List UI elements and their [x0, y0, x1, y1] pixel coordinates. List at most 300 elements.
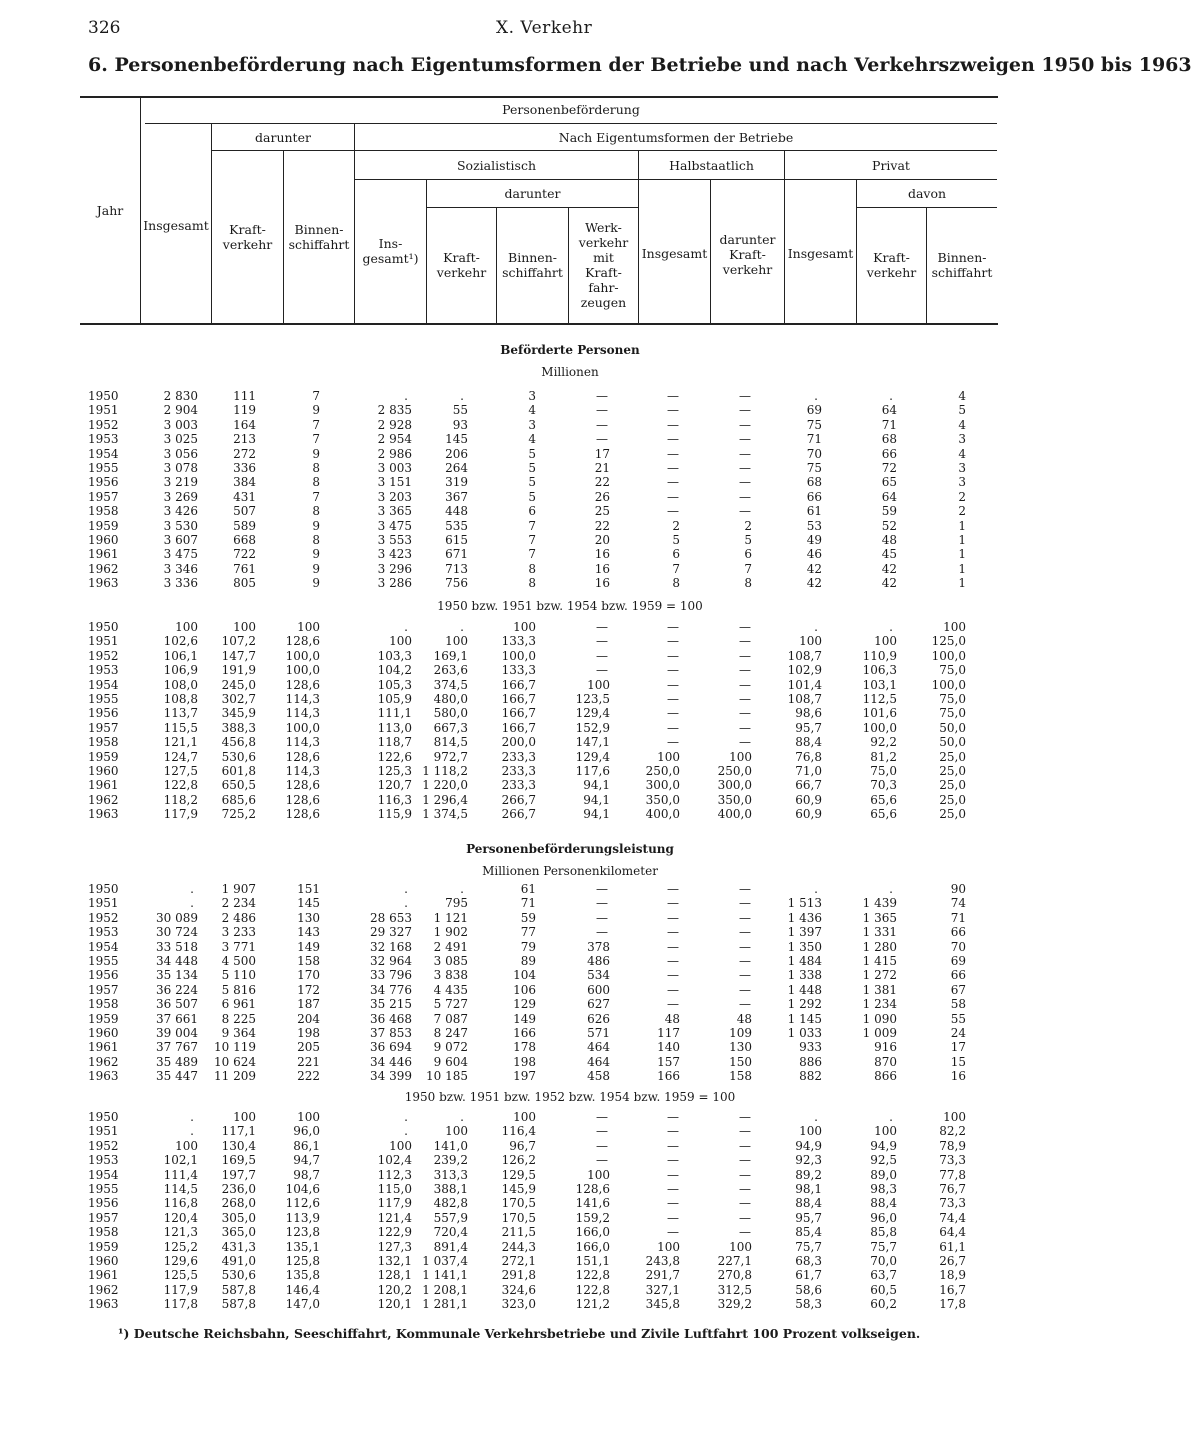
table-cell: 264	[445, 461, 468, 475]
table-cell: 98,1	[795, 1182, 822, 1196]
col-kraftverkehr: Kraft- verkehr	[222, 222, 273, 252]
table-cell: 4	[528, 403, 536, 418]
table-cell: 36 468	[370, 1011, 412, 1026]
table-cell: 327,1	[645, 1282, 680, 1297]
table-cell: 671	[445, 547, 468, 562]
year-label: 1962	[88, 792, 119, 807]
table-cell: —	[596, 634, 608, 649]
table-cell: 64,4	[939, 1225, 966, 1240]
table-cell: 16	[594, 561, 610, 576]
table-cell: 7	[744, 561, 752, 576]
table-cell: 69	[950, 954, 966, 968]
table-cell: —	[667, 1167, 679, 1182]
table-cell: 104	[513, 968, 536, 983]
table-cell: 115,9	[377, 807, 412, 822]
table-cell: 4	[528, 432, 536, 447]
table-cell: 2 234	[221, 896, 256, 911]
table-cell: —	[596, 896, 608, 911]
table-cell: 2 486	[221, 910, 256, 925]
table-cell: 90	[950, 882, 966, 896]
table-cell: 110,9	[862, 648, 897, 663]
table-cell: 722	[233, 547, 256, 562]
year-label: 1950	[88, 620, 119, 634]
table-cell: 114,3	[285, 735, 320, 750]
table-cell: 464	[587, 1040, 610, 1055]
table-cell: 59	[881, 504, 897, 519]
table-cell: 25,0	[939, 778, 966, 793]
table-cell: 42	[806, 576, 822, 591]
header-divider	[140, 96, 141, 325]
table-cell: 1 902	[433, 925, 468, 940]
table-cell: 5 727	[433, 997, 468, 1012]
table-cell: 866	[874, 1069, 897, 1084]
table-cell: 140	[657, 1040, 680, 1055]
table-cell: 3 151	[377, 475, 412, 490]
table-cell: .	[190, 1110, 194, 1124]
table-cell: —	[739, 417, 751, 432]
table-cell: 124,7	[163, 749, 198, 764]
table-cell: —	[667, 1210, 679, 1225]
table-cell: 1 331	[862, 925, 897, 940]
table-cell: 100,0	[931, 677, 966, 692]
table-cell: .	[404, 896, 408, 911]
table-cell: —	[667, 735, 679, 750]
table-cell: —	[667, 475, 679, 490]
table-cell: —	[596, 1124, 608, 1139]
table-cell: 121,1	[163, 735, 198, 750]
table-cell: 125,2	[163, 1239, 198, 1254]
year-label: 1959	[88, 749, 119, 764]
table-cell: 64	[881, 489, 897, 504]
table-cell: 65	[881, 475, 897, 490]
table-cell: 130	[729, 1040, 752, 1055]
table-cell: 61	[806, 504, 822, 519]
table-cell: 3 423	[377, 547, 412, 562]
table-cell: —	[667, 968, 679, 983]
table-cell: —	[596, 925, 608, 940]
table-cell: 886	[799, 1054, 822, 1069]
year-label: 1950	[88, 1110, 119, 1124]
table-cell: 33 796	[370, 968, 412, 983]
table-cell: 482,8	[433, 1196, 468, 1211]
table-cell: 8	[528, 561, 536, 576]
table-cell: 100	[587, 677, 610, 692]
table-cell: .	[889, 882, 893, 896]
table-cell: 75	[806, 417, 822, 432]
table-cell: 221	[297, 1054, 320, 1069]
table-cell: 74	[950, 896, 966, 911]
table-cell: 1 090	[862, 1011, 897, 1026]
table-cell: —	[739, 504, 751, 519]
table-cell: 345,8	[645, 1297, 680, 1312]
table-cell: —	[739, 706, 751, 721]
table-cell: 147,1	[575, 735, 610, 750]
table-cell: 106,9	[163, 663, 198, 678]
table-cell: 114,3	[285, 764, 320, 778]
table-cell: —	[739, 720, 751, 735]
table-cell: 66	[950, 925, 966, 940]
header-divider	[784, 150, 785, 325]
table-cell: 9	[312, 576, 320, 591]
table-cell: 117,9	[163, 1282, 198, 1297]
table-cell: —	[667, 1138, 679, 1153]
col-priv-kraftverkehr: Kraft- verkehr	[866, 250, 917, 280]
table-cell: 3	[528, 389, 536, 403]
table-cell: 48	[664, 1011, 680, 1026]
table-cell: 88,4	[870, 1196, 897, 1211]
table-cell: 129,5	[501, 1167, 536, 1182]
table-cell: 16	[950, 1069, 966, 1084]
table-cell: .	[460, 389, 464, 403]
year-label: 1952	[88, 1138, 119, 1153]
year-label: 1951	[88, 403, 119, 418]
table-cell: —	[667, 461, 679, 475]
table-cell: 128,1	[377, 1268, 412, 1283]
table-cell: 17	[594, 446, 610, 461]
table-cell: 1 220,0	[422, 778, 468, 793]
table-cell: 1 439	[862, 896, 897, 911]
table-cell: 100	[943, 620, 966, 634]
table-cell: 122,8	[163, 778, 198, 793]
table-cell: 233,3	[501, 749, 536, 764]
table-cell: 100	[297, 1110, 320, 1124]
table-cell: 4	[958, 389, 966, 403]
table-cell: 178	[513, 1040, 536, 1055]
table-cell: 4 500	[221, 954, 256, 968]
year-label: 1959	[88, 1239, 119, 1254]
year-label: 1960	[88, 1254, 119, 1268]
table-cell: 170,5	[501, 1210, 536, 1225]
table-cell: 7	[312, 417, 320, 432]
table-cell: 29 327	[370, 925, 412, 940]
table-cell: 122,6	[377, 749, 412, 764]
table-cell: 17,8	[939, 1297, 966, 1312]
table-cell: 1 350	[787, 939, 822, 954]
table-cell: 1 448	[787, 982, 822, 997]
table-cell: 8 225	[221, 1011, 256, 1026]
table-cell: 170,5	[501, 1196, 536, 1211]
table-cell: 111	[233, 389, 256, 403]
table-cell: 122,8	[575, 1268, 610, 1283]
table-cell: 36 694	[370, 1040, 412, 1055]
table-cell: 121,4	[377, 1210, 412, 1225]
table-cell: 3 296	[377, 561, 412, 576]
table-cell: 268,0	[221, 1196, 256, 1211]
table-cell: 106	[513, 982, 536, 997]
table-cell: 94,7	[293, 1153, 320, 1168]
table-cell: 68,3	[795, 1254, 822, 1268]
table-cell: 77,8	[939, 1167, 966, 1182]
table-cell: 5	[958, 403, 966, 418]
table-cell: 125,8	[285, 1254, 320, 1268]
table-cell: 100	[297, 620, 320, 634]
table-cell: —	[667, 648, 679, 663]
table-cell: —	[739, 910, 751, 925]
table-cell: 685,6	[221, 792, 256, 807]
col-insgesamt: Insgesamt	[143, 218, 209, 233]
table-cell: —	[596, 882, 608, 896]
table-cell: 2 830	[163, 389, 198, 403]
table-cell: 1 234	[862, 997, 897, 1012]
table-cell: 147,7	[221, 648, 256, 663]
table-cell: 77	[520, 925, 536, 940]
table-cell: 112,3	[377, 1167, 412, 1182]
table-cell: 92,5	[870, 1153, 897, 1168]
year-label: 1955	[88, 1182, 119, 1196]
table-cell: —	[667, 403, 679, 418]
header-rule	[355, 179, 997, 180]
table-cell: 16	[594, 576, 610, 591]
table-cell: 68	[806, 475, 822, 490]
year-label: 1952	[88, 417, 119, 432]
table-cell: 37 661	[156, 1011, 198, 1026]
table-cell: 431	[233, 489, 256, 504]
table-cell: 761	[233, 561, 256, 576]
head-davon: davon	[907, 186, 947, 201]
head-privat: Privat	[872, 158, 910, 173]
table-cell: 116,4	[501, 1124, 536, 1139]
table-cell: 49	[806, 533, 822, 547]
table-cell: 3 475	[377, 518, 412, 533]
table-cell: 3 003	[377, 461, 412, 475]
table-cell: 16	[594, 547, 610, 562]
table-cell: 916	[874, 1040, 897, 1055]
table-cell: 128,6	[285, 749, 320, 764]
table-cell: 2 954	[377, 432, 412, 447]
table-cell: 4 435	[433, 982, 468, 997]
table-cell: 109	[729, 1026, 752, 1040]
table-cell: 5 110	[221, 968, 256, 983]
table-cell: —	[739, 403, 751, 418]
table-cell: 100	[657, 749, 680, 764]
table-cell: 805	[233, 576, 256, 591]
table-cell: 53	[806, 518, 822, 533]
table-cell: 650,5	[221, 778, 256, 793]
table-cell: 69	[806, 403, 822, 418]
table-cell: 166,7	[501, 706, 536, 721]
table-cell: 933	[799, 1040, 822, 1055]
table-cell: 345,9	[221, 706, 256, 721]
table-cell: 1 397	[787, 925, 822, 940]
table-cell: 58,6	[795, 1282, 822, 1297]
table-cell: 100,0	[285, 720, 320, 735]
table-cell: 42	[881, 561, 897, 576]
table-cell: 266,7	[501, 807, 536, 822]
table-cell: 100	[513, 1110, 536, 1124]
table-cell: —	[739, 1210, 751, 1225]
year-label: 1954	[88, 677, 119, 692]
year-label: 1955	[88, 954, 119, 968]
table-cell: 7	[312, 489, 320, 504]
table-cell: 61,7	[795, 1268, 822, 1283]
year-label: 1953	[88, 1153, 119, 1168]
table-cell: 128,6	[285, 677, 320, 692]
table-cell: 166,0	[575, 1239, 610, 1254]
table-cell: —	[739, 997, 751, 1012]
table-cell: 35 447	[156, 1069, 198, 1084]
table-cell: 2 986	[377, 446, 412, 461]
table-cell: 115,0	[377, 1182, 412, 1196]
table-cell: .	[404, 620, 408, 634]
table-cell: 58	[950, 997, 966, 1012]
table-cell: —	[739, 925, 751, 940]
table-cell: —	[739, 939, 751, 954]
table-cell: 2	[744, 518, 752, 533]
table-cell: 116,3	[377, 792, 412, 807]
table-cell: —	[667, 997, 679, 1012]
table-cell: 197,7	[221, 1167, 256, 1182]
table-cell: 9 364	[221, 1026, 256, 1040]
table-cell: 121,3	[163, 1225, 198, 1240]
col-jahr: Jahr	[96, 203, 124, 218]
table-cell: 3 475	[163, 547, 198, 562]
table-cell: 116,8	[163, 1196, 198, 1211]
table-cell: 152,9	[575, 720, 610, 735]
table-cell: —	[739, 1167, 751, 1182]
table-cell: 89	[520, 954, 536, 968]
table-cell: 85,8	[870, 1225, 897, 1240]
table-cell: 46	[806, 547, 822, 562]
table-cell: 128,6	[285, 792, 320, 807]
table-cell: 571	[587, 1026, 610, 1040]
table-cell: 1 280	[862, 939, 897, 954]
table-cell: 58,3	[795, 1297, 822, 1312]
section-subtitle: Millionen Personenkilometer	[482, 864, 658, 878]
table-cell: 589	[233, 518, 256, 533]
table-cell: 32 964	[370, 954, 412, 968]
table-cell: 133,3	[501, 663, 536, 678]
table-cell: 100	[513, 620, 536, 634]
table-cell: 206	[445, 446, 468, 461]
table-cell: 22	[594, 475, 610, 490]
table-cell: —	[667, 925, 679, 940]
table-cell: —	[596, 1138, 608, 1153]
table-cell: 166,7	[501, 692, 536, 706]
table-cell: 141,0	[433, 1138, 468, 1153]
col-binnenschiffahrt: Binnen- schiffahrt	[288, 222, 350, 252]
section-title: Beförderte Personen	[500, 343, 640, 357]
table-cell: 300,0	[717, 778, 752, 793]
table-cell: —	[596, 910, 608, 925]
table-cell: 2	[958, 504, 966, 519]
table-cell: 66	[806, 489, 822, 504]
table-cell: 125,5	[163, 1268, 198, 1283]
table-cell: —	[739, 634, 751, 649]
table-cell: 52	[881, 518, 897, 533]
table-cell: —	[667, 706, 679, 721]
table-cell: 26	[594, 489, 610, 504]
table-cell: 25,0	[939, 792, 966, 807]
table-cell: 3 286	[377, 576, 412, 591]
table-cell: 121,2	[575, 1297, 610, 1312]
table-cell: 5	[744, 533, 752, 547]
table-cell: 68	[881, 432, 897, 447]
table-cell: 9 072	[433, 1040, 468, 1055]
year-label: 1956	[88, 1196, 119, 1211]
table-cell: .	[814, 620, 818, 634]
table-cell: 35 489	[156, 1054, 198, 1069]
table-cell: 25	[594, 504, 610, 519]
table-cell: 2	[672, 518, 680, 533]
table-cell: 9	[312, 403, 320, 418]
table-cell: 1 118,2	[422, 764, 468, 778]
table-cell: 166,7	[501, 720, 536, 735]
table-cell: 100,0	[862, 720, 897, 735]
table-cell: 1 513	[787, 896, 822, 911]
table-cell: 1 296,4	[422, 792, 468, 807]
year-label: 1961	[88, 1040, 119, 1055]
table-cell: 7	[528, 533, 536, 547]
table-cell: 166	[513, 1026, 536, 1040]
table-cell: 615	[445, 533, 468, 547]
table-cell: 66	[950, 968, 966, 983]
table-cell: 388,1	[433, 1182, 468, 1196]
header-divider	[638, 150, 639, 325]
col-soz-insgesamt: Ins- gesamt¹)	[362, 236, 419, 266]
table-cell: 272,1	[501, 1254, 536, 1268]
table-cell: 668	[233, 533, 256, 547]
table-cell: .	[460, 620, 464, 634]
table-cell: .	[404, 389, 408, 403]
table-cell: .	[460, 1110, 464, 1124]
table-cell: 100	[175, 1138, 198, 1153]
table-cell: 1 365	[862, 910, 897, 925]
col-priv-insgesamt: Insgesamt	[787, 246, 854, 261]
table-cell: 102,1	[163, 1153, 198, 1168]
table-cell: 73,3	[939, 1153, 966, 1168]
table-cell: 118,2	[163, 792, 198, 807]
table-cell: 3 346	[163, 561, 198, 576]
year-label: 1962	[88, 1282, 119, 1297]
table-cell: 205	[297, 1040, 320, 1055]
col-soz-kraftverkehr: Kraft- verkehr	[436, 250, 487, 280]
table-cell: 187	[297, 997, 320, 1012]
year-label: 1958	[88, 1225, 119, 1240]
table-cell: 127,5	[163, 764, 198, 778]
table-cell: —	[667, 489, 679, 504]
table-cell: —	[667, 389, 679, 403]
table-cell: 3	[958, 461, 966, 475]
table-cell: 1	[958, 547, 966, 562]
table-cell: 245,0	[221, 677, 256, 692]
table-cell: 48	[736, 1011, 752, 1026]
table-cell: —	[739, 648, 751, 663]
table-cell: 458	[587, 1069, 610, 1084]
table-cell: 102,9	[787, 663, 822, 678]
page-number: 326	[88, 18, 121, 38]
table-cell: 117,8	[163, 1297, 198, 1312]
year-label: 1955	[88, 692, 119, 706]
table-cell: 198	[513, 1054, 536, 1069]
table-cell: 1 381	[862, 982, 897, 997]
table-cell: —	[667, 720, 679, 735]
table-cell: 6	[528, 504, 536, 519]
table-cell: 3 203	[377, 489, 412, 504]
table-cell: 8	[744, 576, 752, 591]
table-cell: 128,6	[575, 1182, 610, 1196]
table-cell: 9	[312, 518, 320, 533]
table-cell: 74,4	[939, 1210, 966, 1225]
table-cell: —	[596, 432, 608, 447]
table-cell: 71	[950, 910, 966, 925]
table-cell: 172	[297, 982, 320, 997]
table-cell: 88,4	[795, 735, 822, 750]
table-cell: 456,8	[221, 735, 256, 750]
table-cell: 100	[587, 1167, 610, 1182]
head-soz-darunter: darunter	[504, 186, 561, 201]
head-personenbefoerderung: Personenbeförderung	[502, 102, 640, 117]
table-cell: 75,0	[939, 663, 966, 678]
